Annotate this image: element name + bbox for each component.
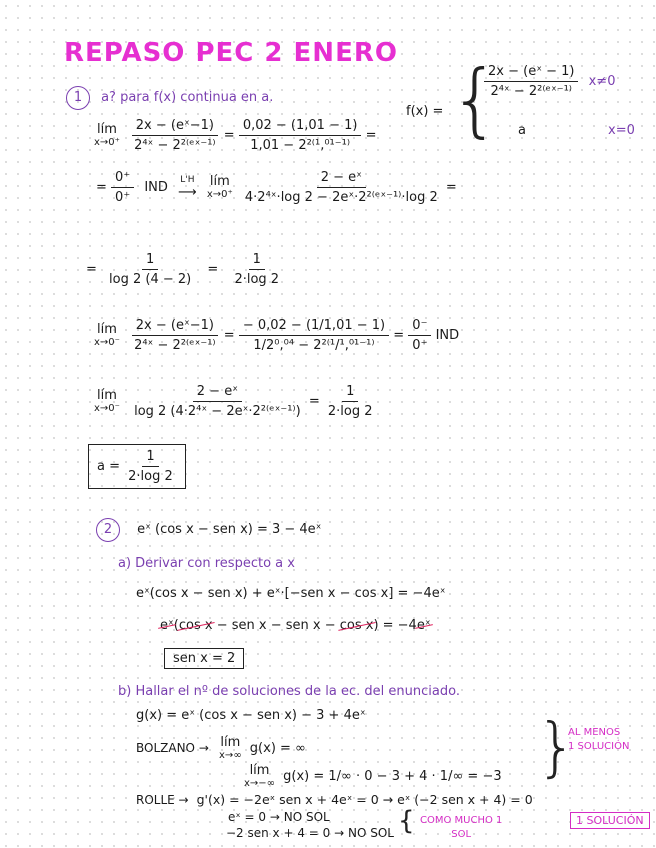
rolle-derivative: g'(x) = −2eˣ sen x + 4eˣ = 0 → eˣ (−2 sen x + 4) = 0 [196, 792, 533, 807]
bolzano-note [568, 726, 629, 754]
equals-sign: = [393, 328, 405, 343]
lim-subscript: x→∞ [219, 750, 242, 762]
lhopital-step [96, 170, 457, 205]
exercise-2-number: 2 [96, 518, 120, 542]
limit-numerator: 2x − (eˣ−1) [132, 318, 218, 336]
limit-denominator: log 2 (4·2⁴ˣ − 2eˣ·2²⁽ᵉˣ⁻¹⁾) [134, 404, 301, 419]
lim-subscript: x→0⁺ [94, 137, 120, 149]
numeric-denominator: 1,01 − 2²⁽¹,⁰¹⁻¹⁾ [250, 138, 351, 153]
limit-expression: g(x) = 1/∞ · 0 − 3 + 4 · 1/∞ = −3 [283, 769, 502, 785]
limit-left-numeric [94, 318, 459, 353]
limit-right-numeric [94, 118, 376, 153]
equals-sign: = [223, 328, 235, 343]
indeterminate-numerator: 0⁺ [111, 170, 134, 188]
simplified-numerator: 1 [249, 252, 265, 270]
lim-word: lím [249, 763, 270, 778]
f-lhs: f(x) = [406, 103, 444, 119]
limit-denominator: 2⁴ˣ − 2²⁽ᵉˣ⁻¹⁾ [134, 138, 216, 153]
lim-subscript: x→0⁻ [94, 403, 120, 415]
exercise-1-header [66, 86, 273, 110]
numeric-numerator: 0,02 − (1,01 − 1) [239, 118, 362, 136]
boxed-result: sen x = 2 [164, 648, 244, 669]
equals-sign: = [96, 180, 107, 195]
indeterminate-label: IND [144, 180, 168, 195]
numeric-numerator: − 0,02 − (1/1,01 − 1) [239, 318, 389, 336]
equals-sign: = [207, 262, 219, 277]
lim-word: lím [209, 173, 230, 189]
derivative-denominator: 4·2⁴ˣ·log 2 − 2eˣ·2²⁽ᵉˣ⁻¹⁾·log 2 [244, 190, 438, 205]
lim-word: lím [97, 121, 117, 137]
limit-numerator: 2x − (eˣ−1) [132, 118, 218, 136]
part-b-label: b) Hallar el nº de soluciones de la ec. del enunciado. [118, 684, 460, 699]
case-1-condition: x≠0 [588, 74, 616, 89]
result-numerator: 1 [142, 252, 158, 270]
page-title: REPASO PEC 2 ENERO [64, 38, 398, 68]
bolzano-note-line-1: AL MENOS [568, 727, 621, 738]
rolle-label: ROLLE → [136, 793, 189, 807]
answer-lhs: a = [97, 459, 120, 474]
exercise-1-statement: a? para f(x) continua en a. [101, 90, 274, 105]
limit-expression: g(x) = ∞ [249, 741, 306, 757]
lim-subscript: x→0⁺ [206, 189, 233, 201]
equals-sign: = [308, 394, 320, 409]
derivative-numerator: 2 − eˣ [317, 170, 366, 188]
lim-word: lím [97, 321, 117, 337]
exercise-2-equation: eˣ (cos x − sen x) = 3 − 4eˣ [137, 522, 322, 537]
lhopital-label: L'H [180, 175, 195, 185]
rolle-line-2: eˣ = 0 → NO SOL [228, 810, 330, 824]
piecewise-brace: { [449, 53, 501, 146]
result-numerator: 1 [342, 384, 358, 402]
answer-numerator: 1 [142, 449, 158, 467]
arrow-icon: ⟶ [178, 185, 197, 200]
cancelled-term: cos x [178, 618, 213, 633]
final-answer-box: 1 SOLUCIÓN [570, 812, 650, 829]
exercise-2-header [96, 518, 321, 542]
rolle-line-1 [136, 792, 533, 807]
derivative-line-1: eˣ(cos x − sen x) + eˣ·[−sen x − cos x] = −4eˣ [136, 586, 446, 601]
open-paren: ( [173, 618, 179, 633]
piecewise-case-1 [484, 64, 615, 99]
close-paren: ) = −4 [373, 618, 417, 633]
rolle-note [420, 814, 502, 842]
lim-subscript: x→0⁻ [94, 337, 120, 349]
result-denominator: log 2 (4 − 2) [109, 272, 192, 287]
bolzano-line-2 [244, 764, 502, 789]
cancelled-term: eˣ [160, 618, 174, 633]
rolle-note-line-1: COMO MUCHO 1 [420, 815, 503, 826]
bolzano-line-1 [136, 736, 306, 761]
cancelled-term: eˣ [416, 618, 431, 633]
bolzano-note-line-2: 1 SOLUCIÓN [568, 741, 630, 752]
lim-word: lím [97, 387, 117, 403]
indeterminate-numerator: 0⁻ [408, 318, 431, 336]
lim-subscript: x→−∞ [244, 778, 276, 790]
right-limit-result [86, 252, 283, 287]
answer-denominator: 2·log 2 [128, 469, 173, 484]
rolle-line-3: −2 sen x + 4 = 0 → NO SOL [226, 826, 394, 840]
limit-numerator: 2 − eˣ [193, 384, 242, 402]
part-a-label: a) Derivar con respecto a x [118, 556, 295, 571]
limit-denominator: 2⁴ˣ − 2²⁽ᵉˣ⁻¹⁾ [134, 338, 216, 353]
equals-sign: = [365, 128, 377, 143]
answer-box [88, 444, 186, 489]
g-definition: g(x) = eˣ (cos x − sen x) − 3 + 4eˣ [136, 708, 366, 723]
middle-terms: − sen x − sen x − [216, 618, 336, 633]
rolle-brace: { [398, 806, 415, 836]
piecewise-case-2-condition: x=0 [608, 123, 635, 138]
bolzano-brace: { [534, 711, 575, 785]
equals-sign: = [445, 180, 457, 195]
exercise-1-number: 1 [66, 86, 90, 110]
cancelled-term: cos x [339, 618, 374, 633]
equals-sign: = [223, 128, 235, 143]
f-denominator: 2⁴ˣ − 2²⁽ᵉˣ⁻¹⁾ [490, 84, 572, 99]
f-numerator: 2x − (eˣ − 1) [484, 64, 578, 82]
result-denominator: 2·log 2 [327, 404, 373, 419]
bolzano-label: BOLZANO → [136, 741, 209, 756]
lim-word: lím [220, 735, 241, 750]
rolle-note-line-2: SOL [451, 829, 472, 840]
indeterminate-label: IND [435, 328, 460, 343]
numeric-denominator: 1/2⁰,⁰⁴ − 2²⁽¹/¹,⁰¹⁻¹⁾ [253, 338, 375, 353]
equals-sign: = [86, 262, 97, 277]
simplified-denominator: 2·log 2 [234, 272, 280, 287]
indeterminate-denominator: 0⁺ [412, 338, 428, 353]
indeterminate-denominator: 0⁺ [115, 190, 131, 205]
derivative-line-2 [160, 618, 431, 633]
piecewise-case-2-value: a [518, 123, 526, 138]
left-limit-result [94, 384, 377, 419]
